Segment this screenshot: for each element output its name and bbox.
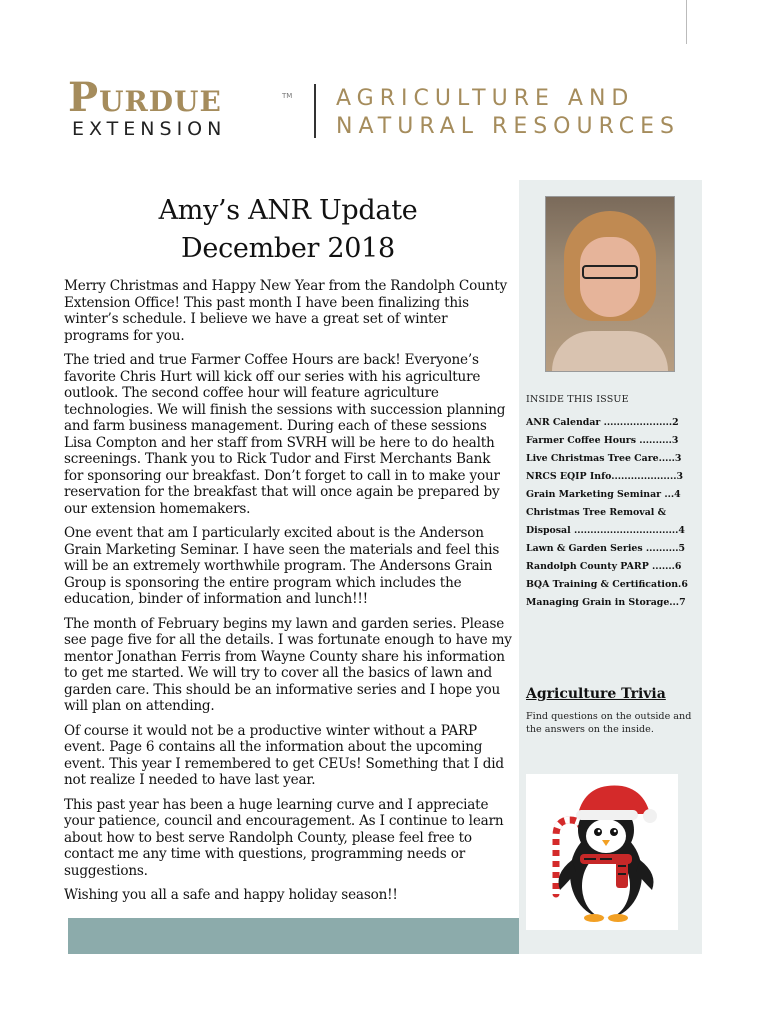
inside-issue-heading: INSIDE THIS ISSUE xyxy=(526,394,629,405)
photo-glasses xyxy=(582,265,638,279)
trivia-heading: Agriculture Trivia xyxy=(526,686,666,702)
penguin-icon xyxy=(526,774,678,930)
toc-item: Grain Marketing Seminar ...4 xyxy=(526,489,681,500)
newsletter-title xyxy=(64,192,512,268)
purdue-extension-logo xyxy=(68,74,708,144)
toc-item: BQA Training & Certification.6 xyxy=(526,579,688,590)
main-column xyxy=(64,192,512,912)
title-line-2: December 2018 xyxy=(181,233,395,264)
sidebar xyxy=(519,180,702,954)
author-photo xyxy=(545,196,675,372)
logo-divider xyxy=(314,84,316,138)
footer-bar xyxy=(68,918,520,954)
paragraph-parp: Of course it would not be a productive winter without a PARP event. Page 6 contains all the information about the upcoming event. This year I remembered to get CEUs! Something that I did not realize I needed to have last year. xyxy=(64,722,504,788)
paragraph-lawn-garden: The month of February begins my lawn and garden series. Please see page five for all the details. I was fortunate enough to have my mentor Jonathan Ferris from Wayne County share his information to get me started. We will try to cover all the basics of lawn and garden care. This should be an informative series and I hope you will plan on attending. xyxy=(64,615,512,714)
penguin-illustration xyxy=(526,774,678,930)
page-edge-line xyxy=(686,0,687,44)
photo-shirt xyxy=(552,331,668,372)
toc-item: NRCS EQIP Info....................3 xyxy=(526,471,683,482)
toc-item: Lawn & Garden Series ..........5 xyxy=(526,543,686,554)
program-line-2: NATURAL RESOURCES xyxy=(336,114,681,139)
paragraph-coffee-hours: The tried and true Farmer Coffee Hours are back! Everyone’s favorite Chris Hurt will kick off our series with his agriculture outlook. The second coffee hour will feature agriculture technologies. We will finish the sessions with succession planning and farm business management. During each of these sessions Lisa Compton and her staff from SVRH will be here to do health screenings. Thank you to Rick Tudor and First Merchants Bank for sponsoring our breakfast. Don’t forget to call in to make your reservation for the breakfast that will once again be prepared by our extension homemakers. xyxy=(64,352,506,517)
toc-item: Randolph County PARP .......6 xyxy=(526,561,682,572)
paragraph-closing: Wishing you all a safe and happy holiday season!! xyxy=(64,887,398,903)
program-line-1: AGRICULTURE AND xyxy=(336,86,635,111)
toc-item: ANR Calendar .....................2 xyxy=(526,417,679,428)
paragraph-grain-seminar: One event that am I particularly excited about is the Anderson Grain Marketing Seminar. I have seen the materials and feel this will be an extremely worthwhile program. The Andersons Grain Group is sponsoring the entire program which includes the education, binder of information and lunch!!! xyxy=(64,525,500,607)
toc-item: Farmer Coffee Hours ..........3 xyxy=(526,435,679,446)
toc-item: Live Christmas Tree Care.....3 xyxy=(526,453,682,464)
brand-name: Purdue xyxy=(68,74,222,121)
trademark-mark: TM xyxy=(282,92,293,100)
toc-item: Disposal ................................4 xyxy=(526,525,685,536)
table-of-contents xyxy=(526,414,698,612)
paragraph-thanks: This past year has been a huge learning curve and I appreciate your patience, council and encouragement. As I continue to learn about how to best serve Randolph County, please feel free to contact me any time with questions, programming needs or suggestions. xyxy=(64,796,504,879)
paragraph-greeting: Merry Christmas and Happy New Year from the Randolph County Extension Office! This past month I have been finalizing this winter’s schedule. I believe we have a great set of winter programs for you. xyxy=(64,278,507,344)
toc-item: Managing Grain in Storage...7 xyxy=(526,597,686,608)
trivia-text: Find questions on the outside and the answers on the inside. xyxy=(526,711,692,735)
toc-item: Christmas Tree Removal & xyxy=(526,507,667,518)
sub-brand: EXTENSION xyxy=(72,118,227,140)
title-line-1: Amy’s ANR Update xyxy=(158,195,418,226)
